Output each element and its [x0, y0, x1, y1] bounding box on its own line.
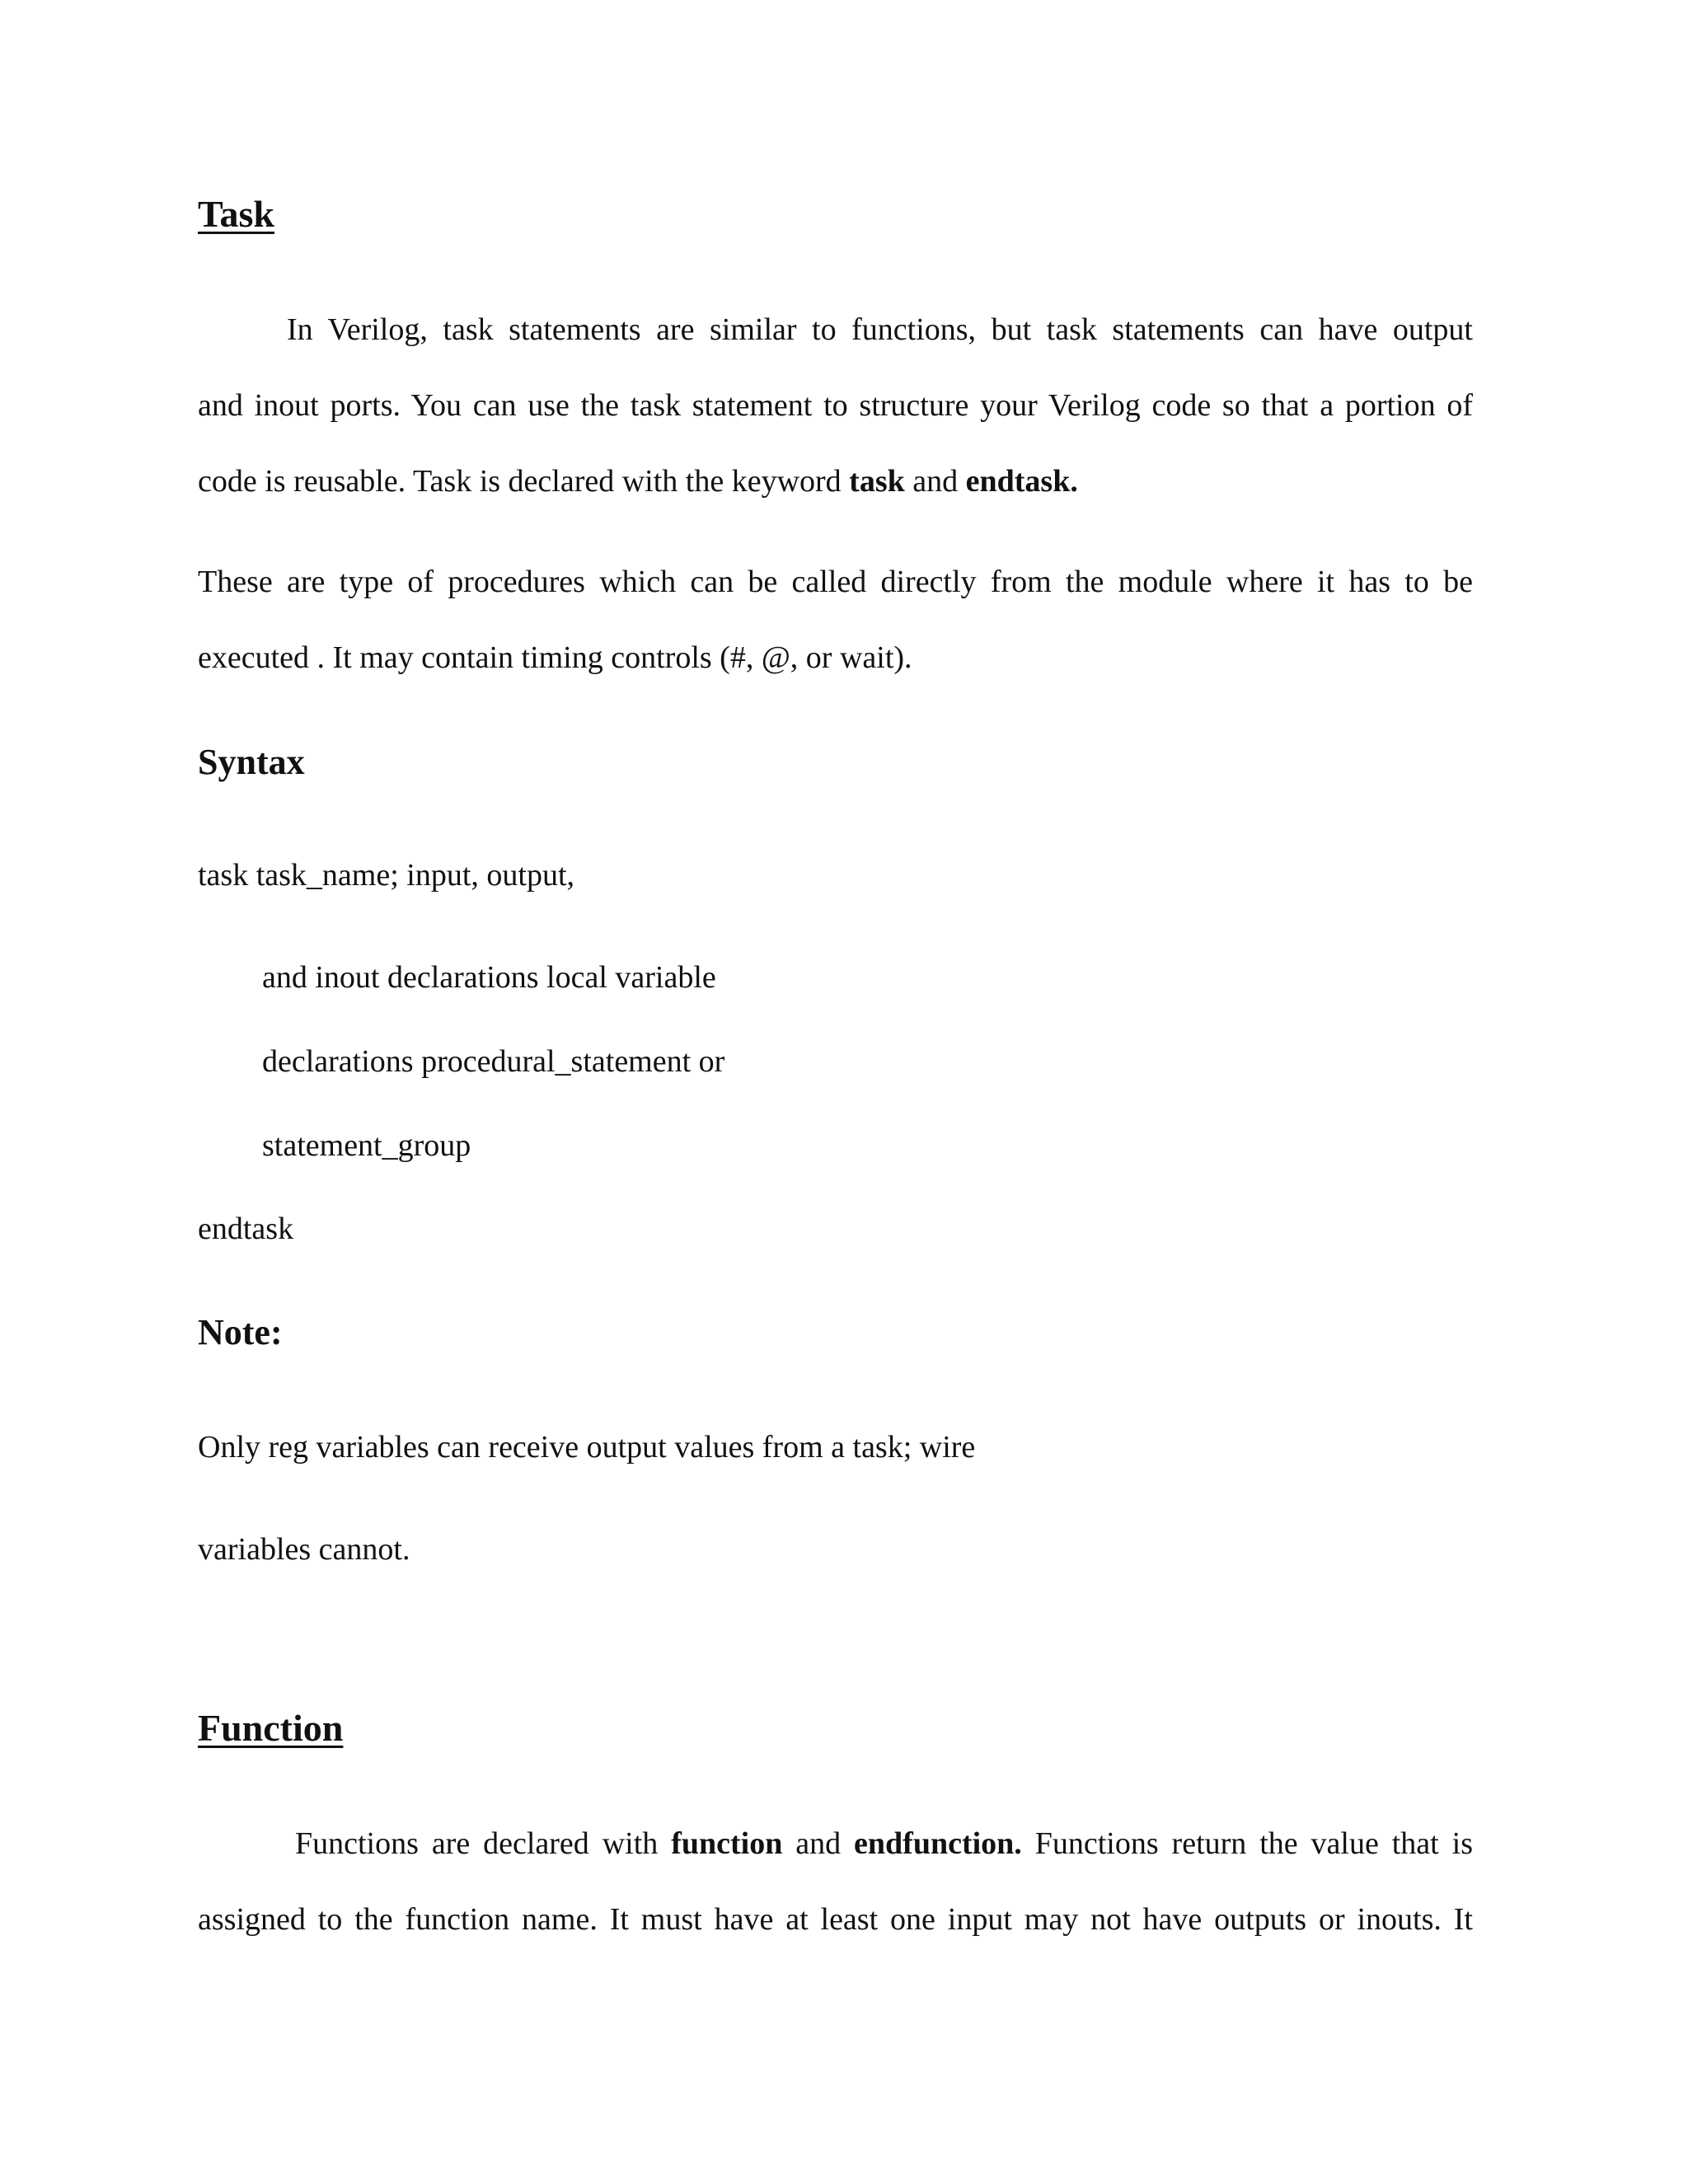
function-para1-line2: assigned to the function name. It must have at least one input may not have outputs or inouts. It: [198, 1902, 1473, 1937]
function-para1-line1: [295, 1825, 1473, 1863]
syntax-line: statement_group: [262, 1128, 471, 1163]
syntax-line: and inout declarations local variable: [262, 960, 716, 995]
syntax-line: endtask: [198, 1212, 294, 1246]
note-line: variables cannot.: [198, 1532, 410, 1567]
keyword-task: task: [849, 464, 905, 499]
function-para1-line1-suffix: Functions return the value that is: [1021, 1826, 1473, 1861]
note-line: Only reg variables can receive output values from a task; wire: [198, 1430, 976, 1465]
task-para1-line3-prefix: code is reusable. Task is declared with the keyword: [198, 464, 850, 499]
task-heading: Task: [198, 193, 274, 235]
keyword-endtask: endtask.: [965, 464, 1078, 499]
note-heading: Note:: [198, 1312, 283, 1352]
syntax-heading: Syntax: [198, 742, 305, 782]
function-heading: Function: [198, 1707, 344, 1749]
function-para1-line1-mid: and: [782, 1826, 855, 1861]
task-para1-line3-mid: and: [904, 464, 966, 499]
function-para1-line1-prefix: Functions are declared with: [295, 1826, 672, 1861]
keyword-function: function: [671, 1826, 783, 1861]
task-para1-line3: [198, 462, 1078, 500]
task-para1-line1: In Verilog, task statements are similar to functions, but task statements can have output: [287, 312, 1473, 347]
keyword-endfunction: endfunction.: [854, 1826, 1022, 1861]
syntax-line: task task_name; input, output,: [198, 858, 575, 893]
task-para2-line2: executed . It may contain timing controls (#, @, or wait).: [198, 640, 912, 675]
syntax-line: declarations procedural_statement or: [262, 1044, 725, 1079]
task-para2-line1: These are type of procedures which can be called directly from the module where it has to be: [198, 565, 1473, 599]
task-para1-line2: and inout ports. You can use the task statement to structure your Verilog code so that a portion of: [198, 388, 1473, 423]
